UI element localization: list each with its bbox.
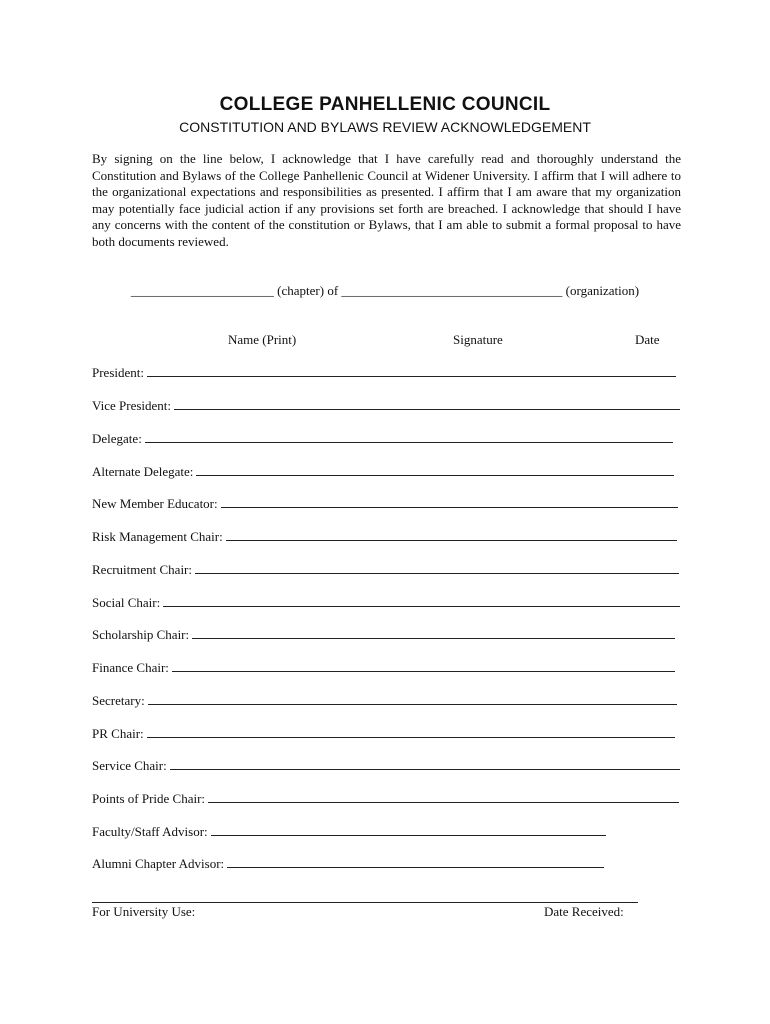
column-header-signature: Signature (453, 332, 503, 347)
row-label: Finance Chair: (92, 660, 169, 675)
signature-line[interactable] (211, 823, 606, 836)
signature-line[interactable] (172, 659, 675, 672)
signature-line[interactable] (174, 397, 680, 410)
signature-row-pr-chair (92, 725, 675, 743)
signature-line[interactable] (226, 528, 677, 541)
signature-row-alumni-chapter-advisor (92, 855, 604, 873)
row-label: Delegate: (92, 431, 142, 446)
signature-line[interactable] (148, 692, 677, 705)
intro-paragraph: By signing on the line below, I acknowledge that I have carefully read and thoroughly understand the Constitution and Bylaws of the College Panhellenic Council at Widener University. I affirm that I will adhere to the organizational expectations and responsibilities as presented. I affirm that I am aware that my organization may potentially face judicial action if any provisions set forth are breached. I acknowledge that should I have any concerns with the content of the constitution or Bylaws, that I am able to submit a formal proposal to have both documents reviewed. (92, 151, 681, 249)
signature-line[interactable] (192, 626, 675, 639)
signature-row-points-of-pride-chair (92, 790, 679, 808)
footer-date-received-label: Date Received: (544, 904, 624, 919)
signature-row-finance-chair (92, 659, 675, 677)
signature-line[interactable] (163, 594, 680, 607)
signature-line[interactable] (147, 725, 675, 738)
row-label: Service Chair: (92, 758, 167, 773)
signature-line[interactable] (195, 561, 679, 574)
signature-row-secretary (92, 692, 677, 710)
signature-line[interactable] (147, 364, 676, 377)
signature-row-faculty-staff-advisor (92, 823, 606, 841)
form-title: COLLEGE PANHELLENIC COUNCIL (219, 94, 551, 115)
signature-line[interactable] (196, 463, 674, 476)
footer-divider (92, 902, 638, 903)
signature-row-social-chair (92, 594, 680, 612)
column-header-name: Name (Print) (228, 332, 297, 347)
signature-line[interactable] (145, 430, 673, 443)
signature-line[interactable] (170, 757, 680, 770)
row-label: New Member Educator: (92, 496, 218, 511)
row-label: PR Chair: (92, 726, 144, 741)
row-label: Risk Management Chair: (92, 529, 223, 544)
signature-row-alternate-delegate (92, 463, 674, 481)
signature-row-vice-president (92, 397, 680, 415)
signature-row-recruitment-chair (92, 561, 679, 579)
row-label: Vice President: (92, 398, 172, 413)
signature-line[interactable] (208, 790, 679, 803)
signature-row-delegate (92, 430, 673, 448)
row-label: Alternate Delegate: (92, 464, 194, 479)
row-label: President: (92, 365, 144, 380)
signature-row-scholarship-chair (92, 626, 675, 644)
signature-row-president (92, 364, 676, 382)
row-label: Points of Pride Chair: (92, 791, 206, 806)
row-label: Recruitment Chair: (92, 562, 193, 577)
chapter-organization-line[interactable]: ______________________ (chapter) of __________________________________ (organization) (130, 283, 640, 298)
row-label: Social Chair: (92, 595, 161, 610)
signature-line[interactable] (221, 495, 678, 508)
row-label: Faculty/Staff Advisor: (92, 824, 208, 839)
row-label: Secretary: (92, 693, 145, 708)
row-label: Scholarship Chair: (92, 627, 190, 642)
column-header-date: Date (635, 332, 660, 347)
footer-university-use-label: For University Use: (92, 904, 196, 919)
form-subtitle: CONSTITUTION AND BYLAWS REVIEW ACKNOWLEDGEMENT (179, 119, 591, 135)
row-label: Alumni Chapter Advisor: (92, 856, 225, 871)
signature-row-risk-management-chair (92, 528, 677, 546)
signature-row-service-chair (92, 757, 680, 775)
signature-line[interactable] (227, 855, 604, 868)
signature-row-new-member-educator (92, 495, 678, 513)
